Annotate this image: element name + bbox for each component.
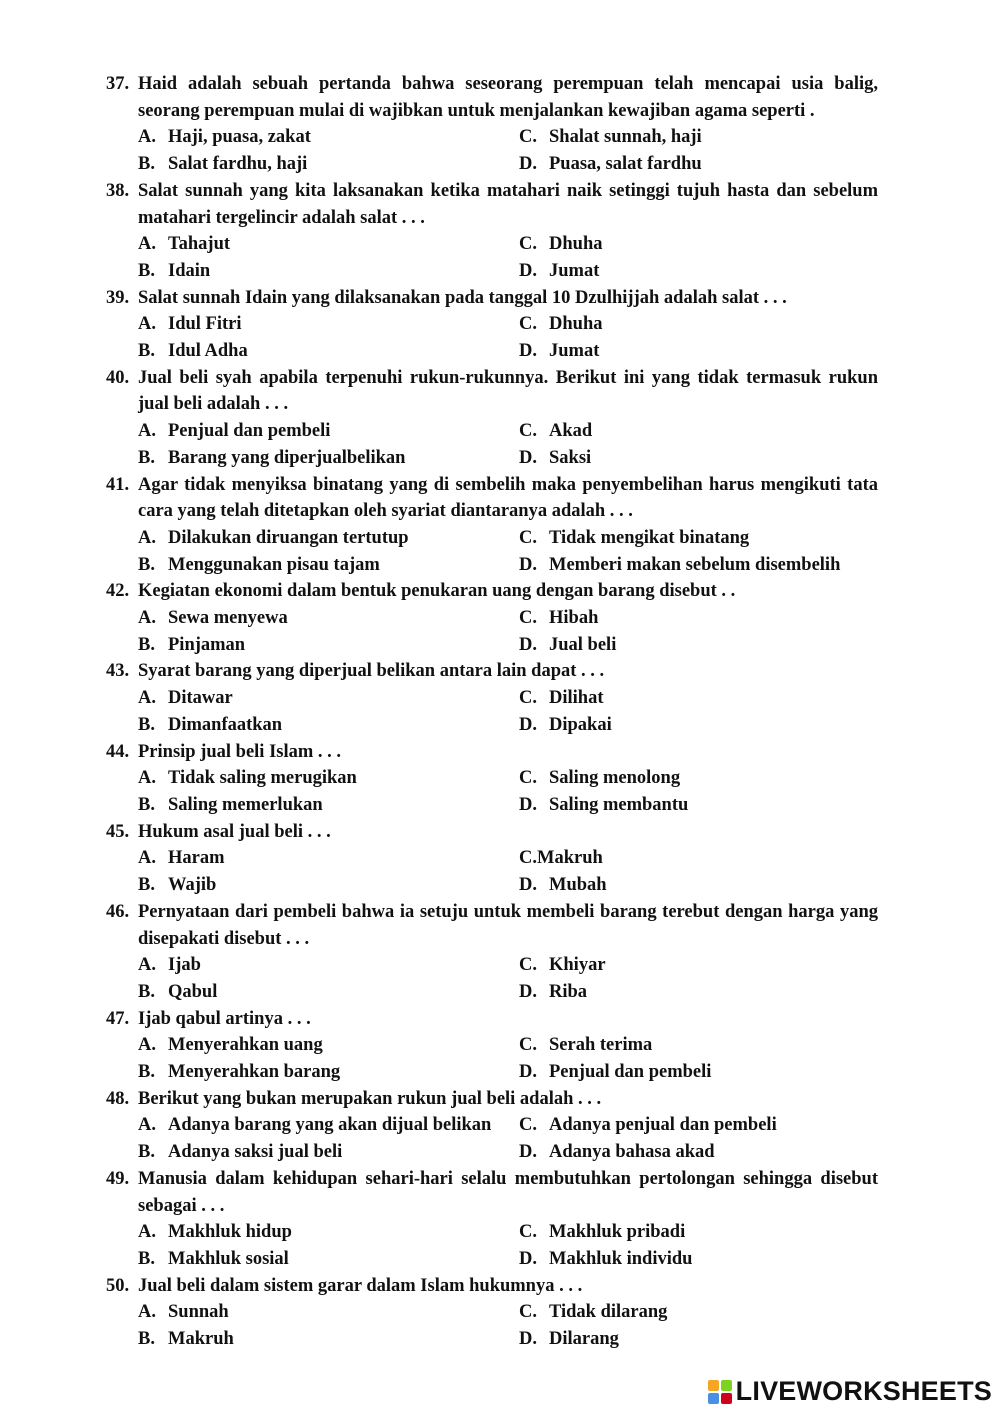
option-letter: A. — [138, 1035, 156, 1056]
option-c[interactable] — [519, 1219, 878, 1246]
option-letter: A. — [138, 234, 156, 255]
question-number: 39. — [106, 287, 130, 308]
option-text: Saksi — [549, 447, 592, 468]
logo-square — [708, 1380, 719, 1391]
option-letter: A. — [138, 527, 156, 548]
option-b[interactable] — [138, 1059, 519, 1086]
option-text: Jumat — [549, 341, 600, 362]
question-text: Jual beli dalam sistem garar dalam Islam hukumnya . . . — [138, 1275, 583, 1296]
option-b[interactable] — [138, 445, 519, 472]
option-c[interactable] — [519, 124, 878, 151]
options-grid — [106, 525, 878, 578]
option-text: Tidak saling merugikan — [168, 768, 357, 789]
option-letter: D. — [519, 1142, 537, 1163]
option-text: Makhluk sosial — [168, 1248, 289, 1269]
question-text: Salat sunnah Idain yang dilaksanakan pada tanggal 10 Dzulhijjah adalah salat . . . — [138, 287, 787, 308]
question-text: Kegiatan ekonomi dalam bentuk penukaran uang dengan barang disebut . . — [138, 581, 736, 602]
option-text: Tidak mengikat binatang — [549, 527, 750, 548]
question-text: Agar tidak menyiksa binatang yang di sembelih maka penyembelihan harus mengikuti tata cara yang telah ditetapkan oleh syariat diantaranya adalah . . . — [138, 474, 878, 522]
option-a[interactable] — [138, 845, 519, 872]
option-text: Makruh — [537, 848, 603, 869]
option-b[interactable] — [138, 552, 519, 579]
question-number: 41. — [106, 474, 130, 495]
question-text: Hukum asal jual beli . . . — [138, 821, 331, 842]
option-a[interactable] — [138, 605, 519, 632]
option-d[interactable] — [519, 1246, 878, 1273]
option-text: Riba — [549, 981, 588, 1002]
option-text: Idul Fitri — [168, 314, 242, 335]
option-letter: B. — [138, 341, 155, 362]
option-text: Haji, puasa, zakat — [168, 127, 311, 148]
option-d[interactable] — [519, 1139, 878, 1166]
question-stem — [106, 739, 878, 766]
option-a[interactable] — [138, 418, 519, 445]
question-number: 49. — [106, 1168, 130, 1189]
question-40 — [106, 365, 878, 472]
option-text: Makhluk individu — [549, 1248, 693, 1269]
question-text: Haid adalah sebuah pertanda bahwa seseorang perempuan telah mencapai usia balig, seorang perempuan mulai di wajibkan untuk menjalankan kewajiban agama seperti . — [138, 74, 878, 121]
option-text: Khiyar — [549, 955, 606, 976]
question-text: Jual beli syah apabila terpenuhi rukun-rukunnya. Berikut ini yang tidak termasuk rukun jual beli adalah . . . — [138, 367, 878, 415]
question-stem — [106, 819, 878, 846]
option-text: Menggunakan pisau tajam — [168, 554, 380, 575]
question-41 — [106, 472, 878, 579]
question-44 — [106, 739, 878, 819]
question-stem — [106, 1166, 878, 1219]
question-number: 45. — [106, 821, 130, 842]
option-text: Makhluk pribadi — [549, 1222, 686, 1243]
question-text: Syarat barang yang diperjual belikan antara lain dapat . . . — [138, 661, 605, 682]
liveworksheets-brand[interactable] — [708, 1376, 992, 1407]
option-text: Akad — [549, 421, 593, 442]
option-text: Puasa, salat fardhu — [549, 154, 702, 175]
option-letter: D. — [519, 447, 537, 468]
option-c[interactable] — [519, 605, 878, 632]
question-45 — [106, 819, 878, 899]
option-letter: B. — [138, 875, 155, 896]
option-text: Tidak dilarang — [549, 1302, 668, 1323]
options-grid — [106, 1032, 878, 1085]
option-d[interactable] — [519, 445, 878, 472]
option-a[interactable] — [138, 952, 519, 979]
question-stem — [106, 899, 878, 952]
option-text: Wajib — [168, 875, 217, 896]
option-text: Makhluk hidup — [168, 1222, 292, 1243]
option-text: Tahajut — [168, 234, 231, 255]
question-number: 40. — [106, 367, 130, 388]
question-text: Prinsip jual beli Islam . . . — [138, 741, 342, 762]
option-d[interactable] — [519, 552, 878, 579]
option-a[interactable] — [138, 231, 519, 258]
option-letter: D. — [519, 154, 537, 175]
option-text: Adanya barang yang akan dijual belikan — [168, 1115, 492, 1136]
option-a[interactable] — [138, 124, 519, 151]
option-letter: C. — [519, 234, 537, 255]
question-number: 48. — [106, 1088, 130, 1109]
options-grid — [106, 765, 878, 818]
option-text: Menyerahkan uang — [168, 1035, 323, 1056]
option-a[interactable] — [138, 525, 519, 552]
options-grid — [106, 845, 878, 898]
option-letter: B. — [138, 154, 155, 175]
option-letter: C. — [519, 955, 537, 976]
option-letter: A. — [138, 1115, 156, 1136]
options-grid — [106, 1219, 878, 1272]
option-text: Barang yang diperjualbelikan — [168, 447, 406, 468]
option-text: Saling memerlukan — [168, 794, 323, 815]
option-text: Idain — [168, 260, 211, 281]
logo-square — [708, 1393, 719, 1404]
option-text: Shalat sunnah, haji — [549, 127, 702, 148]
options-grid — [106, 124, 878, 177]
option-text: Qabul — [168, 981, 218, 1002]
option-text: Dilarang — [549, 1329, 619, 1350]
option-letter: B. — [138, 794, 155, 815]
question-46 — [106, 899, 878, 1006]
option-letter: A. — [138, 608, 156, 629]
option-c[interactable] — [519, 231, 878, 258]
options-grid — [106, 311, 878, 364]
option-letter: D. — [519, 634, 537, 655]
option-letter: B. — [138, 714, 155, 735]
option-text: Jual beli — [549, 634, 617, 655]
option-letter: D. — [519, 260, 537, 281]
question-number: 50. — [106, 1275, 130, 1296]
option-c[interactable] — [519, 311, 878, 338]
option-letter: B. — [138, 1248, 155, 1269]
option-b[interactable] — [138, 712, 519, 739]
question-43 — [106, 658, 878, 738]
option-letter: A. — [138, 1302, 156, 1323]
option-text: Sewa menyewa — [168, 608, 288, 629]
options-grid — [106, 685, 878, 738]
option-letter: A. — [138, 955, 156, 976]
option-text: Haram — [168, 848, 225, 869]
option-text: Dhuha — [549, 314, 603, 335]
option-text: Saling membantu — [549, 794, 689, 815]
option-a[interactable] — [138, 1112, 519, 1139]
options-grid — [106, 418, 878, 471]
question-stem — [106, 178, 878, 231]
question-stem — [106, 1273, 878, 1300]
option-c[interactable] — [519, 685, 878, 712]
option-a[interactable] — [138, 311, 519, 338]
option-c[interactable] — [519, 1112, 878, 1139]
option-text: Adanya bahasa akad — [549, 1142, 715, 1163]
question-stem — [106, 71, 878, 124]
option-text: Dimanfaatkan — [168, 714, 283, 735]
question-38 — [106, 178, 878, 285]
option-letter: B. — [138, 554, 155, 575]
option-d[interactable] — [519, 338, 878, 365]
question-stem — [106, 1086, 878, 1113]
option-letter: C. — [519, 1115, 537, 1136]
option-a[interactable] — [138, 1299, 519, 1326]
option-d[interactable] — [519, 258, 878, 285]
question-stem — [106, 472, 878, 525]
option-letter: D. — [519, 554, 537, 575]
option-d[interactable] — [519, 632, 878, 659]
options-grid — [106, 231, 878, 284]
option-text: Jumat — [549, 260, 600, 281]
option-text: Salat fardhu, haji — [168, 154, 308, 175]
option-letter: D. — [519, 341, 537, 362]
option-letter: C. — [519, 1035, 537, 1056]
question-number: 46. — [106, 901, 130, 922]
question-number: 38. — [106, 180, 130, 201]
option-b[interactable] — [138, 792, 519, 819]
option-d[interactable] — [519, 1059, 878, 1086]
option-letter: A. — [138, 1222, 156, 1243]
question-stem — [106, 1006, 878, 1033]
question-text: Pernyataan dari pembeli bahwa ia setuju untuk membeli barang terebut dengan harga yang disepakati disebut . . . — [138, 901, 878, 949]
option-c[interactable] — [519, 1032, 878, 1059]
question-text: Berikut yang bukan merupakan rukun jual beli adalah . . . — [138, 1088, 602, 1109]
option-text: Menyerahkan barang — [168, 1062, 341, 1083]
liveworksheets-logo-icon — [708, 1380, 732, 1404]
question-number: 44. — [106, 741, 130, 762]
option-d[interactable] — [519, 151, 878, 178]
option-b[interactable] — [138, 338, 519, 365]
option-letter: D. — [519, 714, 537, 735]
question-number: 43. — [106, 661, 130, 682]
option-b[interactable] — [138, 258, 519, 285]
option-d[interactable] — [519, 979, 878, 1006]
option-text: Hibah — [549, 608, 599, 629]
option-letter: C. — [519, 1302, 537, 1323]
option-c[interactable] — [519, 845, 878, 872]
question-text: Ijab qabul artinya . . . — [138, 1008, 311, 1029]
options-grid — [106, 1299, 878, 1352]
worksheet — [106, 71, 878, 1353]
option-d[interactable] — [519, 1326, 878, 1353]
option-letter: B. — [138, 1329, 155, 1350]
option-text: Adanya penjual dan pembeli — [549, 1115, 777, 1136]
option-letter: A. — [138, 688, 156, 709]
option-letter: C. — [519, 768, 537, 789]
question-stem — [106, 658, 878, 685]
option-b[interactable] — [138, 872, 519, 899]
option-b[interactable] — [138, 979, 519, 1006]
option-letter: C. — [519, 608, 537, 629]
option-text: Idul Adha — [168, 341, 248, 362]
option-text: Saling menolong — [549, 768, 681, 789]
option-letter: C. — [519, 527, 537, 548]
option-letter: B. — [138, 1142, 155, 1163]
options-grid — [106, 952, 878, 1005]
question-number: 42. — [106, 581, 130, 602]
option-letter: A. — [138, 127, 156, 148]
option-text: Mubah — [549, 875, 607, 896]
option-c[interactable] — [519, 525, 878, 552]
question-37 — [106, 71, 878, 178]
option-letter: B. — [138, 1062, 155, 1083]
option-letter: C. — [519, 314, 537, 335]
option-letter: C. — [519, 688, 537, 709]
option-text: Penjual dan pembeli — [549, 1062, 712, 1083]
option-text: Makruh — [168, 1329, 234, 1350]
option-text: Sunnah — [168, 1302, 229, 1323]
question-stem — [106, 365, 878, 418]
options-grid — [106, 1112, 878, 1165]
option-b[interactable] — [138, 1326, 519, 1353]
option-c[interactable] — [519, 418, 878, 445]
options-grid — [106, 605, 878, 658]
option-b[interactable] — [138, 1246, 519, 1273]
option-d[interactable] — [519, 872, 878, 899]
option-letter: B. — [138, 634, 155, 655]
option-a[interactable] — [138, 1032, 519, 1059]
option-a[interactable] — [138, 1219, 519, 1246]
question-50 — [106, 1273, 878, 1353]
question-42 — [106, 578, 878, 658]
option-a[interactable] — [138, 685, 519, 712]
option-letter: B. — [138, 260, 155, 281]
option-text: Pinjaman — [168, 634, 246, 655]
option-letter: C. — [519, 848, 537, 869]
logo-square — [721, 1380, 732, 1391]
option-letter: D. — [519, 1329, 537, 1350]
option-text: Dilihat — [549, 688, 604, 709]
logo-square — [721, 1393, 732, 1404]
option-text: Serah terima — [549, 1035, 653, 1056]
option-letter: D. — [519, 1248, 537, 1269]
question-text: Salat sunnah yang kita laksanakan ketika matahari naik setinggi tujuh hasta dan sebelum matahari tergelincir adalah salat . . . — [138, 180, 878, 228]
question-47 — [106, 1006, 878, 1086]
option-letter: C. — [519, 1222, 537, 1243]
option-text: Memberi makan sebelum disembelih — [549, 554, 841, 575]
option-text: Ijab — [168, 955, 201, 976]
option-a[interactable] — [138, 765, 519, 792]
question-stem — [106, 578, 878, 605]
option-c[interactable] — [519, 952, 878, 979]
option-letter: D. — [519, 794, 537, 815]
option-text: Penjual dan pembeli — [168, 421, 331, 442]
question-49 — [106, 1166, 878, 1273]
question-text: Manusia dalam kehidupan sehari-hari selalu membutuhkan pertolongan sehingga disebut sebagai . . . — [138, 1168, 878, 1216]
question-48 — [106, 1086, 878, 1166]
option-letter: A. — [138, 848, 156, 869]
option-b[interactable] — [138, 1139, 519, 1166]
question-number: 47. — [106, 1008, 130, 1029]
option-c[interactable] — [519, 1299, 878, 1326]
option-d[interactable] — [519, 792, 878, 819]
brand-text: LIVEWORKSHEETS — [735, 1376, 992, 1406]
option-letter: A. — [138, 768, 156, 789]
option-c[interactable] — [519, 765, 878, 792]
option-letter: A. — [138, 314, 156, 335]
option-b[interactable] — [138, 632, 519, 659]
option-letter: D. — [519, 1062, 537, 1083]
option-letter: A. — [138, 421, 156, 442]
option-text: Dhuha — [549, 234, 603, 255]
option-d[interactable] — [519, 712, 878, 739]
option-letter: D. — [519, 981, 537, 1002]
option-b[interactable] — [138, 151, 519, 178]
question-stem — [106, 285, 878, 312]
option-letter: C. — [519, 421, 537, 442]
option-letter: C. — [519, 127, 537, 148]
option-text: Adanya saksi jual beli — [168, 1142, 343, 1163]
option-letter: D. — [519, 875, 537, 896]
option-letter: B. — [138, 447, 155, 468]
question-39 — [106, 285, 878, 365]
option-text: Dilakukan diruangan tertutup — [168, 527, 409, 548]
option-text: Ditawar — [168, 688, 233, 709]
option-text: Dipakai — [549, 714, 612, 735]
option-letter: B. — [138, 981, 155, 1002]
question-number: 37. — [106, 74, 130, 94]
